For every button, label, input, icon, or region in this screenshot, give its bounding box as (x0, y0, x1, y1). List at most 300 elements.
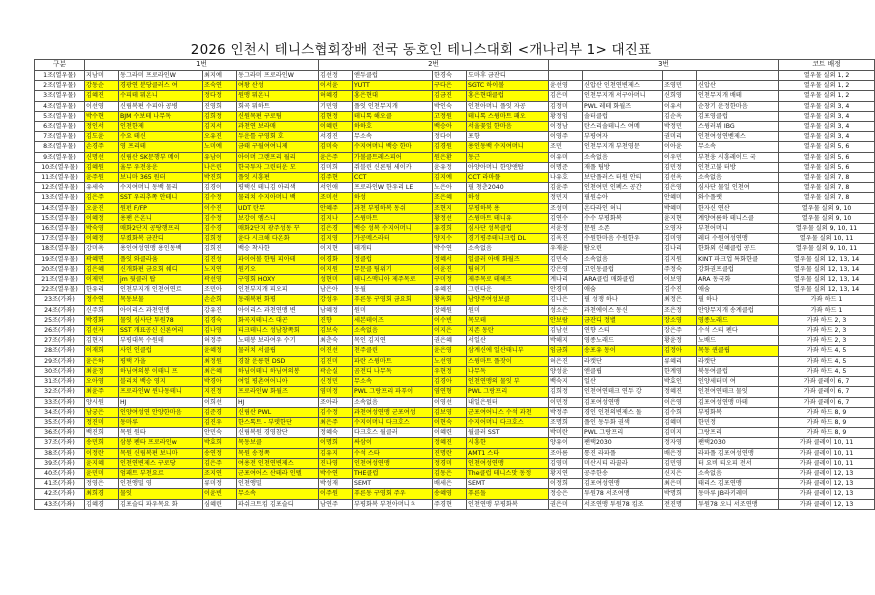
player-name-cell: 최춘숙 (319, 336, 353, 346)
player-name-cell: 이아윤 (663, 142, 697, 152)
player-club-cell: 인천한제 (119, 122, 203, 132)
player-club-cell: 인천부지개 인천여연르 (119, 285, 203, 295)
player-club-cell: 용팬 은온니 (119, 213, 203, 223)
player-name-cell: 노미예 (203, 142, 237, 152)
table-row (35, 326, 875, 336)
player-club-cell: 하님이테니 하님여의봉 (237, 366, 319, 376)
player-name-cell: 김은주 (85, 193, 119, 203)
player-name-cell: 김경이 (203, 183, 237, 193)
table-row (35, 101, 875, 111)
player-club-cell: 수지여머니 동백 물리 (119, 183, 203, 193)
player-club-cell: 아양아머니 한양앤탑 (467, 162, 549, 172)
player-name-cell: 이우민 (663, 152, 697, 162)
player-club-cell: 내일은원터 (467, 397, 549, 407)
player-club-cell: 부평화복 (697, 407, 779, 417)
player-name-cell: 김진성 (203, 254, 237, 264)
player-club-cell: 파란 스윙마트 (353, 356, 433, 366)
table-row (35, 448, 875, 458)
player-name-cell: 곽순실 (319, 366, 353, 376)
header-round: 구분 (35, 60, 85, 71)
player-club-cell: 애숨 (583, 285, 663, 295)
player-club-cell: 매화2단지 공탕행프리 (119, 224, 203, 234)
player-club-cell: 지존 동탄 (467, 326, 549, 336)
player-club-cell: 수석 스티 펜다 (697, 326, 779, 336)
player-club-cell: 스윙마트 테니유 (467, 213, 549, 223)
player-club-cell: 수지여머니 백승 한마 (353, 142, 433, 152)
round-cell: 38조(가좌) (35, 448, 85, 458)
player-club-cell: 목원 원타 (119, 428, 203, 438)
court-cell: 열우물 실외 9, 10 (779, 213, 875, 223)
player-club-cell: 부평여자 (583, 132, 663, 142)
round-cell: 19조(열우물) (35, 254, 85, 264)
player-club-cell: 목인 김지연 (353, 336, 433, 346)
player-club-cell: 여왕 산성 (237, 81, 319, 91)
player-name-cell: 손순희 (203, 295, 237, 305)
player-name-cell: 최은혜 (203, 366, 237, 376)
player-name-cell: 박정주 (549, 407, 583, 417)
player-club-cell: 팬택2030 (697, 438, 779, 448)
player-club-cell: 원키오 (237, 264, 319, 274)
player-name-cell: 주경현 (433, 499, 467, 509)
player-club-cell: 플잇 와클라움 (119, 254, 203, 264)
player-name-cell: 김수진 (663, 285, 697, 295)
player-name-cell: 이영선 (433, 397, 467, 407)
player-club-cell: 나무독 (467, 366, 549, 376)
player-club-cell: 하님여의봉 이태니 프 (119, 366, 203, 376)
player-name-cell: 김지영 (319, 234, 353, 244)
player-name-cell: 송연정 (203, 448, 237, 458)
header-group-1: 1번 (85, 60, 319, 71)
court-cell: 열우물 실외 7, 8 (779, 193, 875, 203)
player-club-cell: SST 개표공신 신론여리 (119, 326, 203, 336)
player-club-cell: 푸른동 구영회 금요회 (353, 295, 433, 305)
round-cell: 2조(열우물) (35, 81, 85, 91)
player-club-cell: The클럽 테니스맛 동정 (467, 468, 549, 478)
player-name-cell: 박명희 (663, 489, 697, 499)
player-club-cell: HJ (237, 397, 319, 407)
player-name-cell: 정자영 (663, 438, 697, 448)
player-name-cell: 김혜미 (663, 417, 697, 427)
player-name-cell: 조미선 (319, 193, 353, 203)
player-name-cell: 이진선 (319, 346, 353, 356)
player-name-cell: 한유리 (85, 285, 119, 295)
player-name-cell: 김진미 (319, 356, 353, 366)
player-name-cell: 윤유정 (433, 162, 467, 172)
round-cell: 5조(열우물) (35, 111, 85, 121)
player-club-cell: 아이리스 과천연맹 (119, 305, 203, 315)
table-row (35, 132, 875, 142)
player-name-cell: 김희정 (203, 234, 237, 244)
player-club-cell: 인천무지개 배테 (697, 91, 779, 101)
player-name-cell: 류미정 (203, 479, 237, 489)
court-cell: 열우물 실외 9, 10, 11 (779, 224, 875, 234)
player-club-cell: 안양무지개 송계클럽 (697, 305, 779, 315)
player-club-cell: 한민정 (697, 417, 779, 427)
player-club-cell: 인천연변제스 구로당 (119, 458, 203, 468)
round-cell: 17조(열우물) (35, 234, 85, 244)
player-name-cell: 최지예 (203, 71, 237, 81)
player-club-cell: 스윙러뷔 IBG (697, 122, 779, 132)
player-name-cell: 김윤주 (549, 183, 583, 193)
table-row (35, 193, 875, 203)
player-name-cell: 서윤정 (549, 224, 583, 234)
player-club-cell: 김포여성연맹 마테 (697, 397, 779, 407)
round-cell: 10조(열우물) (35, 162, 85, 172)
player-club-cell: 가볼클트레스피어 (353, 152, 433, 162)
player-club-cell: 동월 (353, 285, 433, 295)
court-cell: 열우물 실외 3, 4 (779, 132, 875, 142)
round-cell: 30조(가좌) (35, 366, 85, 376)
player-name-cell: 강유진 (203, 305, 237, 315)
table-row (35, 213, 875, 223)
player-club-cell: 소속없음 (467, 244, 549, 254)
table-row (35, 173, 875, 183)
player-club-cell: 김포여성연맹 (583, 479, 663, 489)
round-cell: 20조(열우물) (35, 264, 85, 274)
player-name-cell: 서인애 (319, 183, 353, 193)
player-name-cell: 정인서 (85, 122, 119, 132)
table-row (35, 377, 875, 387)
player-name-cell: 전진명 (663, 499, 697, 509)
player-club-cell: 시흥한 (467, 438, 549, 448)
player-club-cell: KINT 파크업 특화한클 (697, 254, 779, 264)
player-club-cell: 경광연 분당클러스 여 (119, 81, 203, 91)
player-club-cell: 과천연 보라매 (237, 122, 319, 132)
player-name-cell: 한계영 (663, 366, 697, 376)
court-cell: 가좌 하드 4, 5 (779, 356, 875, 366)
player-club-cell: SEMT (353, 479, 433, 489)
player-club-cell: 월클러 SST (467, 428, 549, 438)
player-name-cell: 윤주원 (85, 173, 119, 183)
round-cell: 15조(열우물) (35, 213, 85, 223)
player-name-cell: 김미숙 (319, 142, 353, 152)
player-club-cell: 서조연맹 투원78 킴조 (583, 499, 663, 509)
player-club-cell: 심사단 물일 인천여 (697, 183, 779, 193)
player-club-cell: 푸른돌 (467, 489, 549, 499)
player-name-cell: 지남미 (85, 71, 119, 81)
court-cell: 열우물 실외 1, 2 (779, 71, 875, 81)
player-name-cell: 김보영 (433, 407, 467, 417)
round-cell: 11조(열우물) (35, 173, 85, 183)
player-club-cell: 하성 (467, 193, 549, 203)
player-name-cell: 우현정 (433, 366, 467, 376)
player-name-cell: 최희경 (85, 489, 119, 499)
court-cell: 가좌 하드 8, 9 (779, 417, 875, 427)
player-name-cell: 정승은 (549, 489, 583, 499)
player-club-cell: 군포여어니스 수석 과천 (467, 407, 549, 417)
round-cell: 35조(가좌) (35, 417, 85, 427)
player-club-cell: 부천웅 시흥레이드 국 (697, 152, 779, 162)
round-cell: 32조(가좌) (35, 387, 85, 397)
player-name-cell: 조현지 (433, 203, 467, 213)
player-name-cell: 김보숙 (319, 326, 353, 336)
player-name-cell: 양유이 (549, 438, 583, 448)
court-cell: 가좌 하드 2, 3 (779, 315, 875, 325)
player-name-cell: 양성윤 (549, 366, 583, 376)
table-row (35, 111, 875, 121)
player-name-cell: 오아영 (85, 377, 119, 387)
page-title: 2026 인천시 테니스협회장배 전국 동호인 테니스대회 <개나리부 1> 대진표 (190, 42, 652, 58)
player-club-cell: 고인동클럽 (583, 264, 663, 274)
table-row (35, 438, 875, 448)
player-club-cell: 수지어머니 다크호스 (467, 417, 549, 427)
player-name-cell: 정혜숙 (319, 428, 353, 438)
table-row (35, 479, 875, 489)
player-club-cell: 테개티 (353, 244, 433, 254)
table-row (35, 499, 875, 509)
player-name-cell: 김나리 (663, 244, 697, 254)
table-row (35, 417, 875, 427)
court-cell: 열우물 실외 12, 13, 14 (779, 264, 875, 274)
player-club-cell: 인천여민 인펙스 공간 (583, 183, 663, 193)
player-club-cell: 필 성쟁 하나 (583, 295, 663, 305)
player-club-cell: 여용전 인천연변제스 (237, 458, 319, 468)
player-name-cell: 안혜주 (319, 203, 353, 213)
player-club-cell: 천주클린 (353, 346, 433, 356)
player-name-cell: 윤은영 (433, 346, 467, 356)
court-cell: 가좌 하드 2, 3 (779, 326, 875, 336)
player-name-cell: 이은영 (663, 397, 697, 407)
player-name-cell: 지진정 (203, 387, 237, 397)
player-club-cell: 금잔디 정별 (583, 315, 663, 325)
player-club-cell: CCT 라마플 (467, 173, 549, 183)
player-name-cell: 나유호 (549, 173, 583, 183)
player-club-cell: 사인 인클럽 (119, 346, 203, 356)
table-row (35, 91, 875, 101)
player-name-cell: 박경아 (203, 377, 237, 387)
player-name-cell: 김은혜 (85, 264, 119, 274)
player-name-cell: 김남선 (549, 326, 583, 336)
player-club-cell: 신원목편 구로팀 (237, 111, 319, 121)
player-name-cell: 권은미 (549, 499, 583, 509)
player-club-cell: 무소속 (353, 132, 433, 142)
player-name-cell: 최은주 (319, 417, 353, 427)
player-club-cell: 와수플랫 (697, 193, 779, 203)
player-club-cell: 플인 동두화 권색 (583, 417, 663, 427)
player-name-cell: 이정희 (549, 479, 583, 489)
player-name-cell: 김동은 (433, 468, 467, 478)
court-cell: 열우물 실외 1, 2 (779, 91, 875, 101)
court-cell: 열우물 실외 3, 4 (779, 111, 875, 121)
player-name-cell: 최윤정 (85, 366, 119, 376)
player-club-cell: 화곡지테니스 대곤 (237, 315, 319, 325)
player-club-cell: 계양여름하 테니스클 (697, 213, 779, 223)
player-club-cell: HJ (119, 397, 203, 407)
player-name-cell: 강동순 (85, 81, 119, 91)
court-cell: 열우물 실외 7, 8 (779, 183, 875, 193)
player-club-cell: 동근 (467, 152, 549, 162)
player-club-cell: 홍은현대클럽 (467, 91, 549, 101)
player-club-cell: 과천 부평하복 동쉬 (353, 203, 433, 213)
player-club-cell: 부평화복 부천아머니ㅊ (353, 499, 433, 509)
player-name-cell: 유남이 (203, 152, 237, 162)
table-row (35, 407, 875, 417)
round-cell: 12조(열우물) (35, 183, 85, 193)
court-cell: 가좌 클레이 12, 13 (779, 499, 875, 509)
player-club-cell: 회곡 뭐하트 (237, 101, 319, 111)
player-club-cell: 용인여성연맹 용인동백 (119, 244, 203, 254)
player-name-cell: 조은혜 (433, 193, 467, 203)
player-club-cell: 필원슈아 (583, 193, 663, 203)
player-club-cell: 인천여성연맹 (467, 458, 549, 468)
player-club-cell: 일산 (583, 377, 663, 387)
player-club-cell: 원미 (467, 305, 549, 315)
player-name-cell: 신정민 (319, 377, 353, 387)
round-cell: 36조(가좌) (35, 428, 85, 438)
bracket-table (34, 59, 875, 510)
player-club-cell: 영종노래드 (697, 315, 779, 325)
player-club-cell: 인양세터미 여 (697, 377, 779, 387)
player-name-cell: 구다은 (433, 81, 467, 91)
player-club-cell: 프로라인W 한우리 LE (353, 183, 433, 193)
player-club-cell: 팬택2030 (583, 438, 663, 448)
table-row (35, 336, 875, 346)
player-club-cell: 원맹 뭐온니 (237, 91, 319, 101)
player-club-cell: 인천무지개 부천영문 (583, 142, 663, 152)
player-name-cell: 오유진 (203, 132, 237, 142)
player-club-cell: 한스톡트 - 부뎃한단 (237, 417, 319, 427)
player-club-cell: 인천앵밀 영 (119, 479, 203, 489)
player-name-cell: 허혜경 (319, 91, 353, 101)
player-club-cell: 소속없음 (583, 254, 663, 264)
player-club-cell: 김포영클럽 (697, 111, 779, 121)
court-cell: 가좌 하드 8, 9 (779, 428, 875, 438)
player-name-cell: 이영주 (549, 132, 583, 142)
player-club-cell: 인천고불 터방 (697, 162, 779, 172)
player-club-cell: 부평대목 수원테 (119, 336, 203, 346)
player-club-cell: 과천에이스 동신 (583, 305, 663, 315)
player-club-cell: PWL 레테 화월즈 (583, 101, 663, 111)
table-row (35, 71, 875, 81)
court-cell: 가좌 클레이 12, 13 (779, 489, 875, 499)
table-row (35, 366, 875, 376)
player-name-cell: 기민영 (319, 101, 353, 111)
player-club-cell: 노테봉 보라여우 수기 (237, 336, 319, 346)
player-club-cell: 홍은현대 (353, 91, 433, 101)
player-name-cell: 김미영 (663, 234, 697, 244)
player-name-cell: 김은경 (319, 224, 353, 234)
player-name-cell: 염연형 (433, 387, 467, 397)
round-cell: 3조(열우물) (35, 91, 85, 101)
player-club-cell: 군포여어스 산테라 인텔 (237, 468, 319, 478)
player-club-cell: 보니마 365 원터 (119, 173, 203, 183)
player-name-cell: 이정란 (85, 448, 119, 458)
player-club-cell: 원펀 F/FP (119, 203, 203, 213)
player-name-cell: 박정민 (663, 122, 697, 132)
round-cell: 4조(열우물) (35, 101, 85, 111)
player-club-cell: 율무 우전웅운 (119, 162, 203, 172)
player-club-cell: 목동보물 (119, 295, 203, 305)
player-name-cell: 김은영 (663, 183, 697, 193)
player-name-cell: 노선영 (433, 356, 467, 366)
player-club-cell: 포항 (467, 132, 549, 142)
player-club-cell: BJM 수보테 나무독 (119, 111, 203, 121)
table-row (35, 152, 875, 162)
round-cell: 40조(가좌) (35, 468, 85, 478)
header-row (35, 60, 875, 71)
player-club-cell: 그린타운 (467, 285, 549, 295)
player-name-cell: 정혜진 (433, 438, 467, 448)
player-name-cell: 신명선 (85, 152, 119, 162)
player-club-cell: 보강이 엠스니 (237, 213, 319, 223)
player-name-cell: 김나은 (549, 295, 583, 305)
player-name-cell: 유혜진 (433, 285, 467, 295)
player-club-cell: 강화권프클럽 (697, 264, 779, 274)
court-cell: 열우물 실외 5, 6 (779, 142, 875, 152)
court-cell: 가좌 클레이 6, 7 (779, 377, 875, 387)
player-name-cell: 이유미 (549, 152, 583, 162)
player-name-cell: 진영희 (203, 101, 237, 111)
table-row (35, 234, 875, 244)
player-club-cell: 원미 (353, 305, 433, 315)
table-row (35, 244, 875, 254)
round-cell: 7조(열우물) (35, 132, 85, 142)
player-name-cell: 최은미 (663, 479, 697, 489)
player-club-cell: 수석 스타 (353, 448, 433, 458)
player-name-cell: 박성재 (319, 479, 353, 489)
player-club-cell: 수수 부평화복 (583, 213, 663, 223)
player-name-cell: 이보영 (663, 275, 697, 285)
round-cell: 33조(가좌) (35, 397, 85, 407)
player-name-cell: 노은아 (433, 183, 467, 193)
table-row (35, 387, 875, 397)
player-club-cell: 탐오린 (583, 244, 663, 254)
player-club-cell: 인천부지개 피오피 (237, 285, 319, 295)
table-row (35, 489, 875, 499)
player-club-cell: 여일 평촌여어니아 (237, 377, 319, 387)
table-row (35, 224, 875, 234)
player-club-cell: 한자신 연산 (697, 203, 779, 213)
player-name-cell: 송민희 (85, 438, 119, 448)
court-cell: 가좌 하드 2, 3 (779, 336, 875, 346)
player-club-cell: 소속없음 (583, 152, 663, 162)
player-club-cell: 인천연맹의 물잇 부 (467, 377, 549, 387)
player-club-cell: 남양주여성보클 (467, 295, 549, 305)
round-cell: 6조(열우물) (35, 122, 85, 132)
player-name-cell: 백승아 (433, 122, 467, 132)
court-cell: 열우물 실외 12, 13, 14 (779, 285, 875, 295)
player-club-cell: 무소속 (237, 489, 319, 499)
table-row (35, 305, 875, 315)
player-name-cell: 박숙영 (85, 224, 119, 234)
player-club-cell: 신개화편 금요회 쉐디 (119, 264, 203, 274)
player-name-cell: 김희정 (203, 111, 237, 121)
player-name-cell: 조민아 (203, 285, 237, 295)
player-name-cell: 김수경 (203, 224, 237, 234)
player-club-cell: 인천여연테크 연두 강 (583, 387, 663, 397)
player-club-cell: 하성 (353, 193, 433, 203)
player-club-cell (583, 71, 663, 81)
player-name-cell (549, 71, 583, 81)
player-club-cell: 동마루 JB라키레미 (697, 489, 779, 499)
player-club-cell: 테니톡 해오클 (353, 111, 433, 121)
player-name-cell: 이수빈 (433, 315, 467, 325)
player-name-cell: 백진희 (85, 428, 119, 438)
player-name-cell: 안혜미 (663, 193, 697, 203)
player-name-cell: 한경숙 (433, 71, 467, 81)
player-club-cell: 평택 가을 (119, 356, 203, 366)
player-name-cell: 정민지 (549, 193, 583, 203)
player-name-cell: 조은정 (663, 305, 697, 315)
player-club-cell: 매화2단지 광주성동 꾸 (237, 224, 319, 234)
player-name-cell: 이명희 (319, 438, 353, 448)
player-club-cell: 플잇 인천무지개 (353, 101, 433, 111)
player-club-cell: 라캣단 (697, 356, 779, 366)
player-club-cell: 라캣단 (583, 356, 663, 366)
player-name-cell: 김희정 (549, 387, 583, 397)
round-cell: 37조(가좌) (35, 438, 85, 448)
player-club-cell: 인천아머니 플잇 자공 (467, 101, 549, 111)
